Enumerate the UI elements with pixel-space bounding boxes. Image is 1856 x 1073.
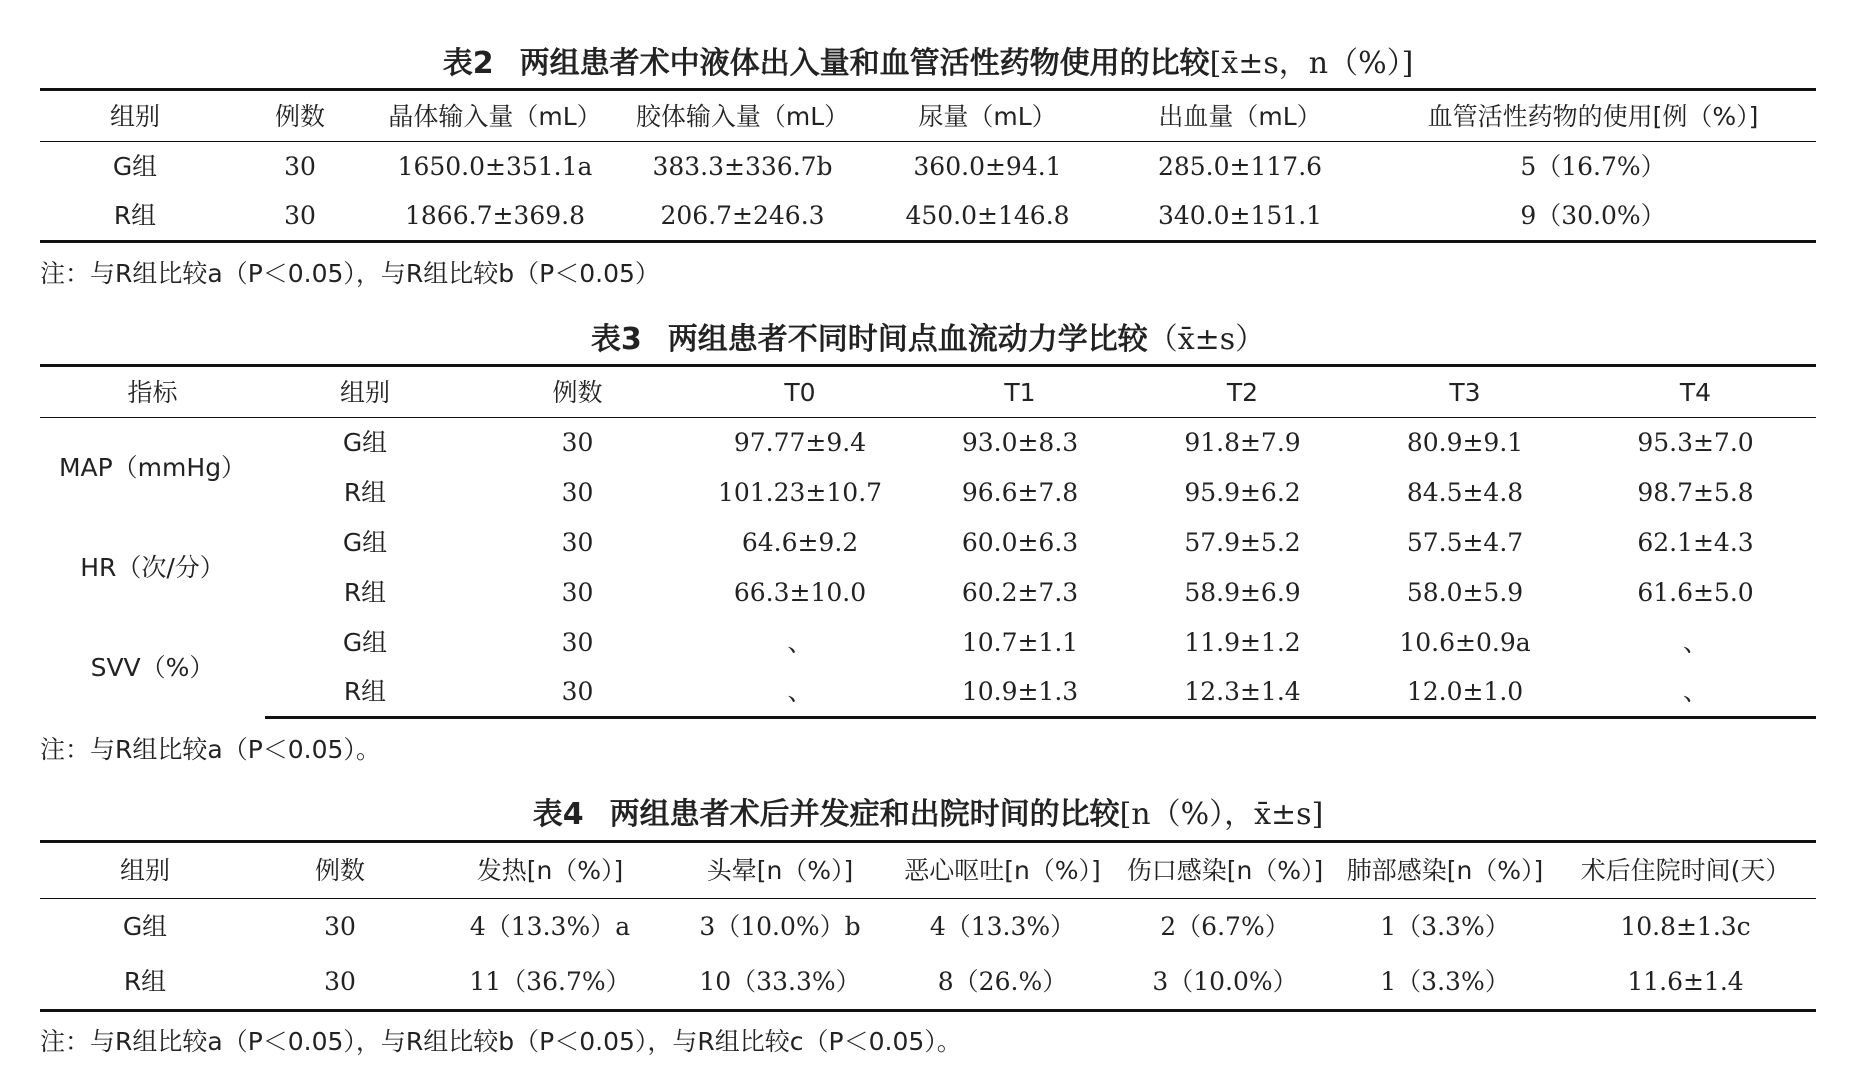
table-cell: 1866.7±369.8 <box>370 192 620 242</box>
table4-header-cell: 伤口感染[n（%）] <box>1115 842 1335 899</box>
table-cell: 12.0±1.0 <box>1355 668 1575 718</box>
table-cell: 1650.0±351.1a <box>397 152 593 182</box>
table4-note: 注：与R组比较a（P＜0.05），与R组比较b（P＜0.05），与R组比较c（P＜0.05）。 <box>40 1027 962 1056</box>
table2-header-cell: 晶体输入量（mL） <box>370 90 620 142</box>
table-cell: 10.9±1.3 <box>910 668 1130 718</box>
table-cell: 60.0±6.3 <box>961 528 1079 557</box>
table-cell: 206.7±246.3 <box>620 192 865 242</box>
table4 <box>40 840 1816 1012</box>
table-cell: 9（30.0%） <box>1370 192 1816 242</box>
table-cell: 60.2±7.3 <box>961 578 1079 607</box>
table2-header-cell: 尿量（mL） <box>865 90 1110 142</box>
table2-header-cell: 胶体输入量（mL） <box>620 90 865 142</box>
table-cell: 1（3.3%） <box>1335 955 1555 1011</box>
table-cell: 96.6±7.8 <box>961 478 1079 507</box>
table-row <box>40 192 1816 242</box>
table3-note: 注：与R组比较a（P＜0.05）。 <box>40 735 381 764</box>
table4-header-cell: 发热[n（%）] <box>430 842 670 899</box>
table-cell: 3（10.0%）b <box>699 912 861 942</box>
table2 <box>40 88 1816 243</box>
table4-header-cell: 头晕[n（%）] <box>670 842 890 899</box>
table3-header-cell: T0 <box>690 366 910 418</box>
table-cell: 95.9±6.2 <box>1184 478 1301 507</box>
table2-header-cell: 出血量（mL） <box>1110 90 1370 142</box>
table-cell: 340.0±151.1 <box>1110 192 1370 242</box>
table-cell: 4（13.3%） <box>929 912 1076 942</box>
table4-title-stat: [n（%），x̄±s] <box>1119 797 1324 832</box>
table3-title-text: 两组患者不同时间点血流动力学比较 <box>667 322 1148 357</box>
table-row <box>40 468 1816 518</box>
table-cell: 360.0±94.1 <box>913 152 1062 182</box>
table2-header-row <box>40 90 1816 142</box>
table2-note: 注：与R组比较a（P＜0.05），与R组比较b（P＜0.05） <box>40 259 660 288</box>
table3-header-row <box>40 366 1816 418</box>
table-cell: R组 <box>40 192 230 242</box>
table3 <box>40 364 1816 719</box>
table-cell: R组 <box>40 955 250 1011</box>
table-cell: 30 <box>250 955 430 1011</box>
table-row <box>40 618 1816 668</box>
table-row <box>40 899 1816 955</box>
table-cell: R组 <box>265 668 465 718</box>
table-cell: 285.0±117.6 <box>1157 152 1323 182</box>
table-row <box>40 668 1816 718</box>
table4-header-cell: 肺部感染[n（%）] <box>1335 842 1555 899</box>
table-cell: 30 <box>230 192 370 242</box>
indicator-cell: MAP（mmHg） <box>58 453 247 483</box>
table-cell: 30 <box>324 912 356 942</box>
table-cell: 98.7±5.8 <box>1637 478 1754 507</box>
table-cell: G组 <box>342 528 388 557</box>
table-cell: 57.5±4.7 <box>1406 528 1524 557</box>
table-cell: 62.1±4.3 <box>1637 528 1754 557</box>
table4-title <box>40 797 1816 833</box>
table-cell: 101.23±10.7 <box>717 478 883 507</box>
table-cell: 93.0±8.3 <box>961 428 1079 458</box>
table3-title-stat: （x̄±s） <box>1147 322 1266 357</box>
table-cell: 10.8±1.3c <box>1620 912 1751 942</box>
table-cell: 8（26.%） <box>890 955 1115 1011</box>
table3-header-cell: 指标 <box>40 366 265 418</box>
table-cell: G组 <box>342 428 388 458</box>
table-cell: 、 <box>1575 668 1816 718</box>
table-row <box>40 955 1816 1011</box>
table-row <box>40 418 1816 468</box>
table-cell: 97.77±9.4 <box>733 428 867 458</box>
table-cell: 66.3±10.0 <box>733 578 867 607</box>
table2-title-text: 两组患者术中液体出入量和血管活性药物使用的比较 <box>519 46 1210 81</box>
table3-header-cell: T4 <box>1575 366 1816 418</box>
table-cell: 57.9±5.2 <box>1184 528 1301 557</box>
table-cell: 、 <box>787 628 813 657</box>
table-cell: 30 <box>561 628 594 657</box>
table-cell: 91.8±7.9 <box>1184 428 1301 458</box>
table-cell: 10（33.3%） <box>670 955 890 1011</box>
table-cell: 30 <box>561 528 594 557</box>
table-cell: 61.6±5.0 <box>1637 578 1754 607</box>
table-row <box>40 518 1816 568</box>
table-cell: 4（13.3%）a <box>469 912 631 942</box>
table-cell: 、 <box>690 668 910 718</box>
table-cell: G组 <box>112 152 158 182</box>
table-cell: 95.3±7.0 <box>1637 428 1754 458</box>
table3-title <box>40 322 1816 358</box>
table-cell: G组 <box>122 912 168 942</box>
table-row <box>40 568 1816 618</box>
table4-title-text: 两组患者术后并发症和出院时间的比较 <box>609 797 1120 832</box>
table-cell: 30 <box>284 152 316 182</box>
table-cell: 30 <box>561 478 594 507</box>
table4-header-cell: 术后住院时间(天） <box>1555 842 1816 899</box>
table2-title <box>40 46 1816 82</box>
table-cell: 30 <box>561 578 594 607</box>
table-cell: 80.9±9.1 <box>1406 428 1524 458</box>
table-cell: 12.3±1.4 <box>1130 668 1355 718</box>
table-cell: 1（3.3%） <box>1380 912 1510 942</box>
table2-title-stat: [x̄±s，n（%）] <box>1209 46 1414 81</box>
table4-header-cell: 组别 <box>40 842 250 899</box>
table2-header-cell: 例数 <box>230 90 370 142</box>
table3-header-cell: 组别 <box>265 366 465 418</box>
table-cell: 10.7±1.1 <box>961 628 1079 657</box>
table-cell: 2（6.7%） <box>1160 912 1290 942</box>
table3-header-cell: T3 <box>1355 366 1575 418</box>
table-cell: 5（16.7%） <box>1520 152 1666 182</box>
table4-header-cell: 恶心呕吐[n（%）] <box>890 842 1115 899</box>
table-cell: 3（10.0%） <box>1115 955 1335 1011</box>
table-cell: 58.0±5.9 <box>1406 578 1524 607</box>
table3-header-cell: T1 <box>910 366 1130 418</box>
table-cell: 84.5±4.8 <box>1406 478 1524 507</box>
table-cell: 11.9±1.2 <box>1184 628 1301 657</box>
table-cell: G组 <box>342 628 388 657</box>
indicator-cell: SVV（%） <box>90 653 215 682</box>
table3-label: 表3 <box>590 322 642 357</box>
table-cell: 、 <box>1682 628 1708 657</box>
table-cell: 30 <box>465 668 690 718</box>
table2-header-cell: 血管活性药物的使用[例（%）] <box>1370 90 1816 142</box>
table-cell: 450.0±146.8 <box>865 192 1110 242</box>
table4-label: 表4 <box>532 797 584 832</box>
table-cell: R组 <box>343 478 387 507</box>
indicator-cell: HR（次/分） <box>80 553 225 582</box>
table4-header-cell: 例数 <box>250 842 430 899</box>
table-cell: 383.3±336.7b <box>652 152 833 182</box>
table2-header-cell: 组别 <box>40 90 230 142</box>
table4-header-row <box>40 842 1816 899</box>
table-cell: 11.6±1.4 <box>1555 955 1816 1011</box>
table-cell: 58.9±6.9 <box>1184 578 1301 607</box>
table-row <box>40 142 1816 192</box>
table2-label: 表2 <box>442 46 494 81</box>
table-cell: 30 <box>561 428 594 458</box>
table-cell: 10.6±0.9a <box>1399 628 1531 657</box>
table3-header-cell: 例数 <box>465 366 690 418</box>
table3-header-cell: T2 <box>1130 366 1355 418</box>
table-cell: R组 <box>343 578 387 607</box>
table-cell: 11（36.7%） <box>430 955 670 1011</box>
table-cell: 64.6±9.2 <box>741 528 859 557</box>
